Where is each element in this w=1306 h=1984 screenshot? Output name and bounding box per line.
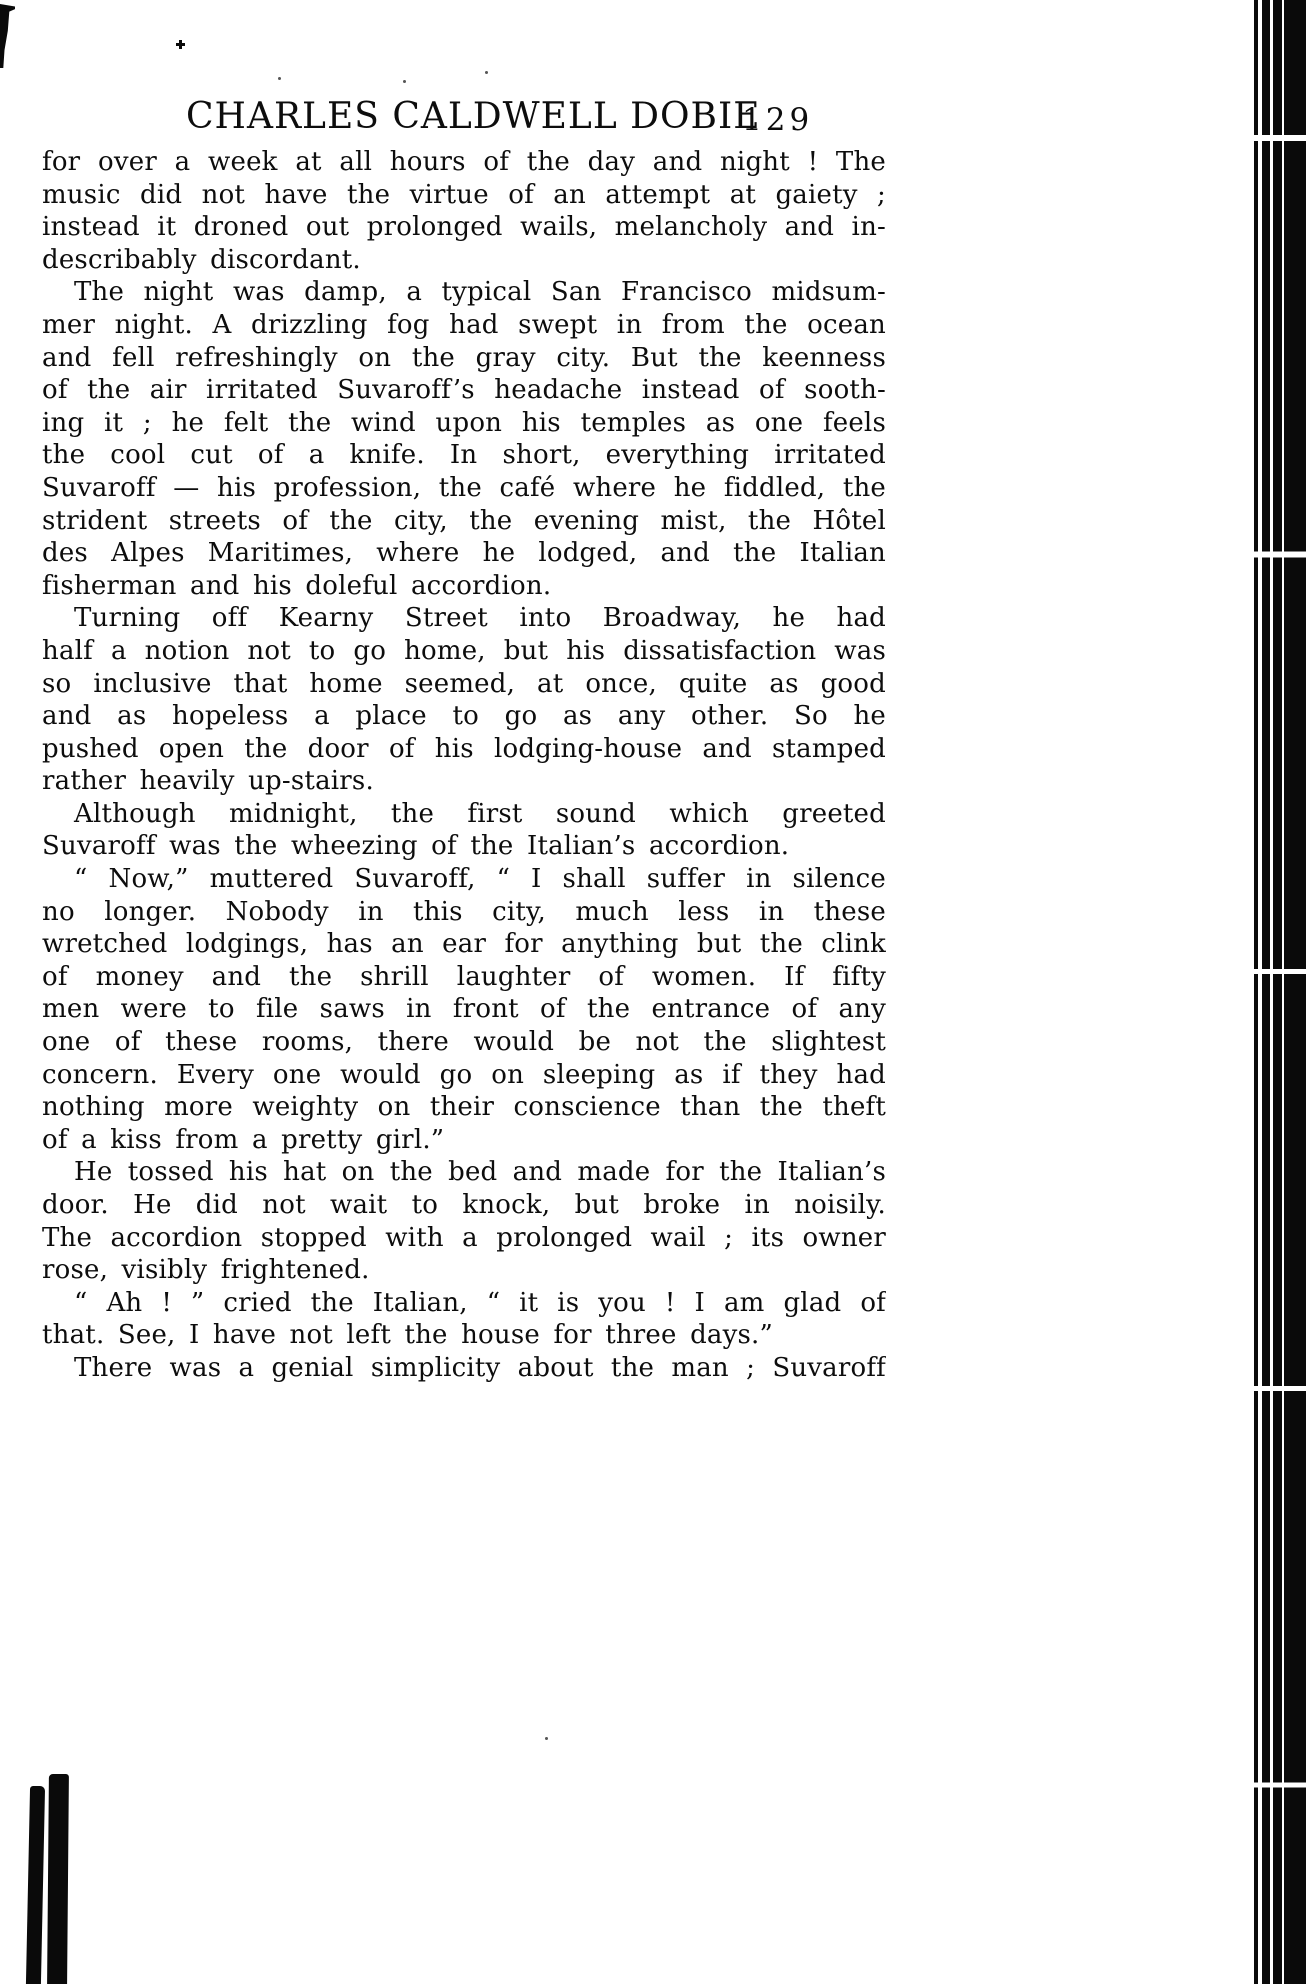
paragraph [42, 276, 886, 602]
text-line: He tossed his hat on the bed and made for the Italian’s [74, 1157, 886, 1188]
text-line: for over a week at all hours of the day and night ! The [42, 147, 886, 177]
paragraph [42, 1156, 886, 1286]
scan-artifact-bottom-ink [0, 1770, 80, 1984]
text-line: rose, visibly frightened. [42, 1255, 370, 1286]
text-line: There was a genial simplicity about the man ; Suvaroff [74, 1352, 886, 1383]
scan-speck-plus [176, 40, 185, 49]
scan-speck [278, 77, 281, 80]
paragraph [42, 863, 886, 1156]
text-line: men were to file saws in front of the entrance of any [42, 994, 886, 1025]
text-line: so inclusive that home seemed, at once, quite as good [42, 668, 886, 699]
page-number: 129 [742, 102, 814, 138]
paragraph [42, 798, 886, 863]
text-line: ing it ; he felt the wind upon his temples as one feels [42, 407, 886, 438]
text-line: and fell refreshingly on the gray city. But the keenness [42, 342, 886, 373]
scan-speck [485, 71, 488, 74]
text-line: concern. Every one would go on sleeping as if they had [42, 1059, 886, 1090]
text-line: of money and the shrill laughter of women. If fifty [42, 961, 886, 992]
text-line: pushed open the door of his lodging-house and stamped [42, 733, 886, 764]
text-line: Suvaroff was the wheezing of the Italian’s accordion. [42, 831, 790, 862]
text-line: the cool cut of a knife. In short, everything irritated [42, 440, 886, 471]
text-line: mer night. A drizzling fog had swept in from the ocean [42, 309, 886, 340]
text-line: of the air irritated Suvaroff’s headache instead of sooth- [42, 375, 886, 406]
text-line: The night was damp, a typical San Francisco midsum- [74, 277, 886, 308]
scan-speck [545, 1737, 548, 1740]
text-line: fisherman and his doleful accordion. [42, 570, 552, 601]
text-line: Suvaroff — his profession, the café where he fiddled, the [42, 472, 886, 503]
text-line: describably discordant. [42, 244, 361, 275]
body-text [42, 146, 886, 1385]
scan-artifact-ink-bar [26, 1786, 45, 1984]
paragraph [42, 1352, 886, 1385]
text-line: of a kiss from a pretty girl.” [42, 1124, 445, 1155]
text-line: no longer. Nobody in this city, much less in these [42, 896, 886, 927]
text-line: rather heavily up-stairs. [42, 766, 374, 797]
paragraph [42, 1287, 886, 1352]
text-line: The accordion stopped with a prolonged wail ; its owner [42, 1222, 886, 1253]
text-line: instead it droned out prolonged wails, melancholy and in- [42, 212, 886, 243]
scan-artifact-ink-bar [47, 1774, 69, 1984]
running-header [0, 0, 1306, 146]
text-line: Turning off Kearny Street into Broadway, he had [74, 603, 886, 634]
text-line: “ Ah ! ” cried the Italian, “ it is you ! I am glad of [74, 1287, 886, 1318]
text-line: music did not have the virtue of an attempt at gaiety ; [42, 179, 886, 210]
text-line: one of these rooms, there would be not the slightest [42, 1027, 886, 1058]
text-line: nothing more weighty on their conscience than the theft [42, 1092, 886, 1123]
text-line: strident streets of the city, the evening mist, the Hôtel [42, 505, 886, 536]
scan-artifact-binding-bars [1252, 0, 1306, 1984]
text-line: and as hopeless a place to go as any other. So he [42, 701, 886, 732]
text-line: that. See, I have not left the house for three days.” [42, 1320, 774, 1351]
page-title: CHARLES CALDWELL DOBIE [186, 96, 761, 137]
text-line: door. He did not wait to knock, but broke in noisily. [42, 1190, 886, 1220]
text-line: des Alpes Maritimes, where he lodged, and the Italian [42, 538, 886, 569]
paragraph [42, 602, 886, 798]
text-line: wretched lodgings, has an ear for anything but the clink [42, 929, 886, 960]
paragraph [42, 146, 886, 276]
text-line: “ Now,” muttered Suvaroff, “ I shall suffer in silence [74, 864, 886, 895]
text-line: half a notion not to go home, but his dissatisfaction was [42, 635, 886, 666]
scan-speck [403, 80, 406, 83]
text-line: Although midnight, the first sound which greeted [74, 798, 886, 829]
